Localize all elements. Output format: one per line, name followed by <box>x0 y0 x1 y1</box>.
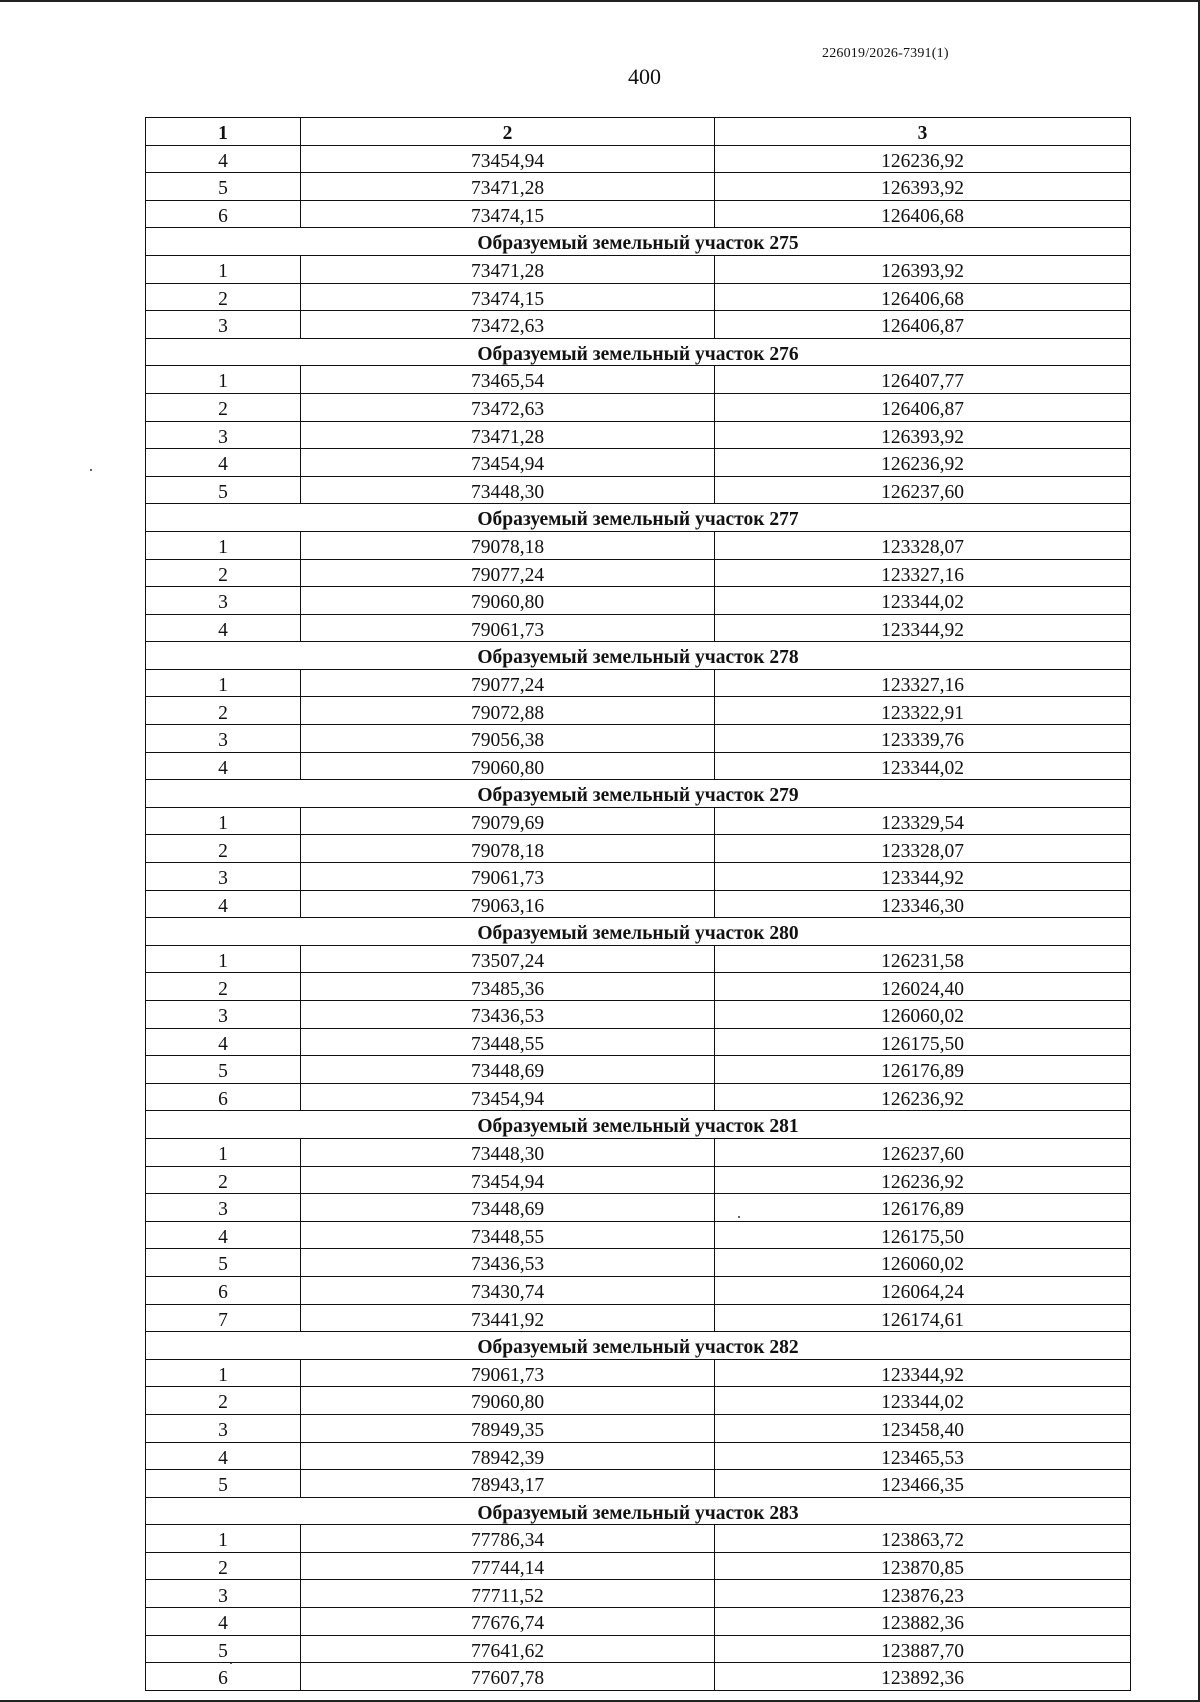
table-row <box>146 421 1131 449</box>
y-coordinate-cell: 123344,92 <box>715 614 1131 642</box>
point-number-cell: 3 <box>146 1580 301 1608</box>
section-title: Образуемый земельный участок 279 <box>146 780 1131 808</box>
x-coordinate-cell: 79078,18 <box>301 835 715 863</box>
point-number-cell: 2 <box>146 393 301 421</box>
y-coordinate-cell: 123458,40 <box>715 1414 1131 1442</box>
table-row <box>146 1552 1131 1580</box>
y-coordinate-cell: 126406,68 <box>715 283 1131 311</box>
x-coordinate-cell: 79060,80 <box>301 752 715 780</box>
point-number-cell: 2 <box>146 283 301 311</box>
table-row <box>146 890 1131 918</box>
y-coordinate-cell: 126406,87 <box>715 393 1131 421</box>
point-number-cell: 3 <box>146 1194 301 1222</box>
table-row <box>146 1359 1131 1387</box>
x-coordinate-cell: 79077,24 <box>301 559 715 587</box>
scan-speck <box>90 469 92 471</box>
section-title-row <box>146 228 1131 256</box>
section-title: Образуемый земельный участок 283 <box>146 1497 1131 1525</box>
x-coordinate-cell: 73448,55 <box>301 1221 715 1249</box>
table-row <box>146 1663 1131 1691</box>
x-coordinate-cell: 77641,62 <box>301 1635 715 1663</box>
point-number-cell: 1 <box>146 255 301 283</box>
table-row <box>146 1608 1131 1636</box>
table-row <box>146 1138 1131 1166</box>
y-coordinate-cell: 123328,07 <box>715 531 1131 559</box>
point-number-cell: 1 <box>146 1138 301 1166</box>
point-number-cell: 7 <box>146 1304 301 1332</box>
x-coordinate-cell: 73485,36 <box>301 973 715 1001</box>
section-title-row <box>146 642 1131 670</box>
point-number-cell: 3 <box>146 421 301 449</box>
x-coordinate-cell: 79079,69 <box>301 807 715 835</box>
y-coordinate-cell: 123339,76 <box>715 725 1131 753</box>
x-coordinate-cell: 73454,94 <box>301 1166 715 1194</box>
y-coordinate-cell: 123322,91 <box>715 697 1131 725</box>
x-coordinate-cell: 73474,15 <box>301 283 715 311</box>
x-coordinate-cell: 79063,16 <box>301 890 715 918</box>
y-coordinate-cell: 126406,68 <box>715 200 1131 228</box>
table-row <box>146 945 1131 973</box>
y-coordinate-cell: 123892,36 <box>715 1663 1131 1691</box>
point-number-cell: 5 <box>146 1056 301 1084</box>
table-row <box>146 476 1131 504</box>
section-title-row <box>146 918 1131 946</box>
y-coordinate-cell: 126060,02 <box>715 1001 1131 1029</box>
x-coordinate-cell: 78943,17 <box>301 1470 715 1498</box>
table-row <box>146 1635 1131 1663</box>
y-coordinate-cell: 126393,92 <box>715 255 1131 283</box>
y-coordinate-cell: 123876,23 <box>715 1580 1131 1608</box>
section-title-row <box>146 338 1131 366</box>
header-cell-x: 2 <box>301 118 715 146</box>
point-number-cell: 4 <box>146 145 301 173</box>
y-coordinate-cell: 126231,58 <box>715 945 1131 973</box>
table-row <box>146 614 1131 642</box>
y-coordinate-cell: 126236,92 <box>715 1166 1131 1194</box>
y-coordinate-cell: 126064,24 <box>715 1276 1131 1304</box>
y-coordinate-cell: 126176,89 <box>715 1056 1131 1084</box>
x-coordinate-cell: 73436,53 <box>301 1249 715 1277</box>
table-row <box>146 1028 1131 1056</box>
y-coordinate-cell: 126406,87 <box>715 311 1131 339</box>
section-title: Образуемый земельный участок 278 <box>146 642 1131 670</box>
y-coordinate-cell: 123887,70 <box>715 1635 1131 1663</box>
y-coordinate-cell: 126174,61 <box>715 1304 1131 1332</box>
y-coordinate-cell: 126176,89 <box>715 1194 1131 1222</box>
y-coordinate-cell: 123344,02 <box>715 1387 1131 1415</box>
point-number-cell: 1 <box>146 531 301 559</box>
y-coordinate-cell: 126236,92 <box>715 449 1131 477</box>
y-coordinate-cell: 123882,36 <box>715 1608 1131 1636</box>
table-row <box>146 587 1131 615</box>
y-coordinate-cell: 126237,60 <box>715 476 1131 504</box>
y-coordinate-cell: 123327,16 <box>715 559 1131 587</box>
y-coordinate-cell: 126237,60 <box>715 1138 1131 1166</box>
y-coordinate-cell: 126060,02 <box>715 1249 1131 1277</box>
point-number-cell: 1 <box>146 945 301 973</box>
point-number-cell: 6 <box>146 1276 301 1304</box>
x-coordinate-cell: 79061,73 <box>301 1359 715 1387</box>
point-number-cell: 4 <box>146 449 301 477</box>
x-coordinate-cell: 73465,54 <box>301 366 715 394</box>
point-number-cell: 1 <box>146 807 301 835</box>
header-cell-y: 3 <box>715 118 1131 146</box>
point-number-cell: 3 <box>146 587 301 615</box>
table-row <box>146 1001 1131 1029</box>
table-row <box>146 311 1131 339</box>
x-coordinate-cell: 73507,24 <box>301 945 715 973</box>
table-row <box>146 807 1131 835</box>
point-number-cell: 3 <box>146 1001 301 1029</box>
x-coordinate-cell: 73454,94 <box>301 449 715 477</box>
point-number-cell: 4 <box>146 1608 301 1636</box>
x-coordinate-cell: 79078,18 <box>301 531 715 559</box>
point-number-cell: 2 <box>146 1552 301 1580</box>
section-title-row <box>146 780 1131 808</box>
y-coordinate-cell: 126175,50 <box>715 1221 1131 1249</box>
section-title: Образуемый земельный участок 280 <box>146 918 1131 946</box>
table-row <box>146 531 1131 559</box>
x-coordinate-cell: 73448,30 <box>301 476 715 504</box>
x-coordinate-cell: 77676,74 <box>301 1608 715 1636</box>
x-coordinate-cell: 79072,88 <box>301 697 715 725</box>
table-row <box>146 255 1131 283</box>
y-coordinate-cell: 123346,30 <box>715 890 1131 918</box>
x-coordinate-cell: 73448,69 <box>301 1056 715 1084</box>
section-title: Образуемый земельный участок 282 <box>146 1332 1131 1360</box>
point-number-cell: 3 <box>146 311 301 339</box>
coordinates-table <box>145 117 1131 1691</box>
x-coordinate-cell: 73436,53 <box>301 1001 715 1029</box>
x-coordinate-cell: 73448,30 <box>301 1138 715 1166</box>
y-coordinate-cell: 123344,02 <box>715 752 1131 780</box>
y-coordinate-cell: 123870,85 <box>715 1552 1131 1580</box>
table-row <box>146 145 1131 173</box>
y-coordinate-cell: 123344,02 <box>715 587 1131 615</box>
table-row <box>146 973 1131 1001</box>
x-coordinate-cell: 73474,15 <box>301 200 715 228</box>
x-coordinate-cell: 79056,38 <box>301 725 715 753</box>
table-row <box>146 1221 1131 1249</box>
table-row <box>146 752 1131 780</box>
section-title: Образуемый земельный участок 276 <box>146 338 1131 366</box>
x-coordinate-cell: 78949,35 <box>301 1414 715 1442</box>
point-number-cell: 2 <box>146 697 301 725</box>
point-number-cell: 5 <box>146 476 301 504</box>
y-coordinate-cell: 126407,77 <box>715 366 1131 394</box>
table-row <box>146 283 1131 311</box>
table-row <box>146 366 1131 394</box>
table-row <box>146 559 1131 587</box>
point-number-cell: 5 <box>146 1470 301 1498</box>
table-row <box>146 725 1131 753</box>
table-header-row <box>146 118 1131 146</box>
x-coordinate-cell: 77711,52 <box>301 1580 715 1608</box>
point-number-cell: 4 <box>146 1221 301 1249</box>
y-coordinate-cell: 126024,40 <box>715 973 1131 1001</box>
table-row <box>146 697 1131 725</box>
document-code: 226019/2026-7391(1) <box>822 46 949 61</box>
point-number-cell: 3 <box>146 1414 301 1442</box>
x-coordinate-cell: 78942,39 <box>301 1442 715 1470</box>
x-coordinate-cell: 73471,28 <box>301 173 715 201</box>
y-coordinate-cell: 126175,50 <box>715 1028 1131 1056</box>
point-number-cell: 1 <box>146 1525 301 1553</box>
x-coordinate-cell: 73454,94 <box>301 1083 715 1111</box>
table-row <box>146 1442 1131 1470</box>
section-title: Образуемый земельный участок 277 <box>146 504 1131 532</box>
table-row <box>146 1580 1131 1608</box>
point-number-cell: 6 <box>146 1663 301 1691</box>
x-coordinate-cell: 79061,73 <box>301 614 715 642</box>
table-row <box>146 1083 1131 1111</box>
x-coordinate-cell: 77744,14 <box>301 1552 715 1580</box>
point-number-cell: 1 <box>146 366 301 394</box>
y-coordinate-cell: 126236,92 <box>715 1083 1131 1111</box>
table-row <box>146 1056 1131 1084</box>
table-row <box>146 200 1131 228</box>
y-coordinate-cell: 126393,92 <box>715 173 1131 201</box>
table-row <box>146 1304 1131 1332</box>
x-coordinate-cell: 73430,74 <box>301 1276 715 1304</box>
point-number-cell: 4 <box>146 752 301 780</box>
point-number-cell: 4 <box>146 1442 301 1470</box>
x-coordinate-cell: 79060,80 <box>301 587 715 615</box>
y-coordinate-cell: 123327,16 <box>715 669 1131 697</box>
table-row <box>146 1470 1131 1498</box>
point-number-cell: 2 <box>146 835 301 863</box>
point-number-cell: 2 <box>146 973 301 1001</box>
table-row <box>146 1387 1131 1415</box>
x-coordinate-cell: 73454,94 <box>301 145 715 173</box>
x-coordinate-cell: 79060,80 <box>301 1387 715 1415</box>
point-number-cell: 5 <box>146 173 301 201</box>
x-coordinate-cell: 77786,34 <box>301 1525 715 1553</box>
section-title: Образуемый земельный участок 281 <box>146 1111 1131 1139</box>
x-coordinate-cell: 73448,69 <box>301 1194 715 1222</box>
point-number-cell: 4 <box>146 890 301 918</box>
point-number-cell: 6 <box>146 200 301 228</box>
header-cell-point: 1 <box>146 118 301 146</box>
table-row <box>146 173 1131 201</box>
section-title-row <box>146 504 1131 532</box>
x-coordinate-cell: 73471,28 <box>301 421 715 449</box>
x-coordinate-cell: 73472,63 <box>301 311 715 339</box>
page-number: 400 <box>628 64 661 89</box>
y-coordinate-cell: 123344,92 <box>715 1359 1131 1387</box>
point-number-cell: 2 <box>146 1387 301 1415</box>
point-number-cell: 2 <box>146 1166 301 1194</box>
point-number-cell: 1 <box>146 669 301 697</box>
section-title-row <box>146 1111 1131 1139</box>
table-row <box>146 1276 1131 1304</box>
point-number-cell: 1 <box>146 1359 301 1387</box>
section-title-row <box>146 1332 1131 1360</box>
point-number-cell: 5 <box>146 1635 301 1663</box>
y-coordinate-cell: 123344,92 <box>715 863 1131 891</box>
point-number-cell: 3 <box>146 863 301 891</box>
table-row <box>146 449 1131 477</box>
x-coordinate-cell: 73441,92 <box>301 1304 715 1332</box>
table-row <box>146 1249 1131 1277</box>
table-row <box>146 393 1131 421</box>
point-number-cell: 5 <box>146 1249 301 1277</box>
point-number-cell: 2 <box>146 559 301 587</box>
y-coordinate-cell: 123465,53 <box>715 1442 1131 1470</box>
point-number-cell: 4 <box>146 614 301 642</box>
x-coordinate-cell: 79077,24 <box>301 669 715 697</box>
x-coordinate-cell: 73448,55 <box>301 1028 715 1056</box>
point-number-cell: 3 <box>146 725 301 753</box>
table-row <box>146 669 1131 697</box>
table-row <box>146 835 1131 863</box>
y-coordinate-cell: 126393,92 <box>715 421 1131 449</box>
table-row <box>146 1525 1131 1553</box>
y-coordinate-cell: 123329,54 <box>715 807 1131 835</box>
table-row <box>146 1194 1131 1222</box>
table-row <box>146 863 1131 891</box>
y-coordinate-cell: 123863,72 <box>715 1525 1131 1553</box>
y-coordinate-cell: 123466,35 <box>715 1470 1131 1498</box>
x-coordinate-cell: 79061,73 <box>301 863 715 891</box>
table-body <box>146 118 1131 1691</box>
table-row <box>146 1166 1131 1194</box>
section-title: Образуемый земельный участок 275 <box>146 228 1131 256</box>
y-coordinate-cell: 123328,07 <box>715 835 1131 863</box>
point-number-cell: 4 <box>146 1028 301 1056</box>
section-title-row <box>146 1497 1131 1525</box>
x-coordinate-cell: 73472,63 <box>301 393 715 421</box>
x-coordinate-cell: 77607,78 <box>301 1663 715 1691</box>
point-number-cell: 6 <box>146 1083 301 1111</box>
table-row <box>146 1414 1131 1442</box>
y-coordinate-cell: 126236,92 <box>715 145 1131 173</box>
x-coordinate-cell: 73471,28 <box>301 255 715 283</box>
